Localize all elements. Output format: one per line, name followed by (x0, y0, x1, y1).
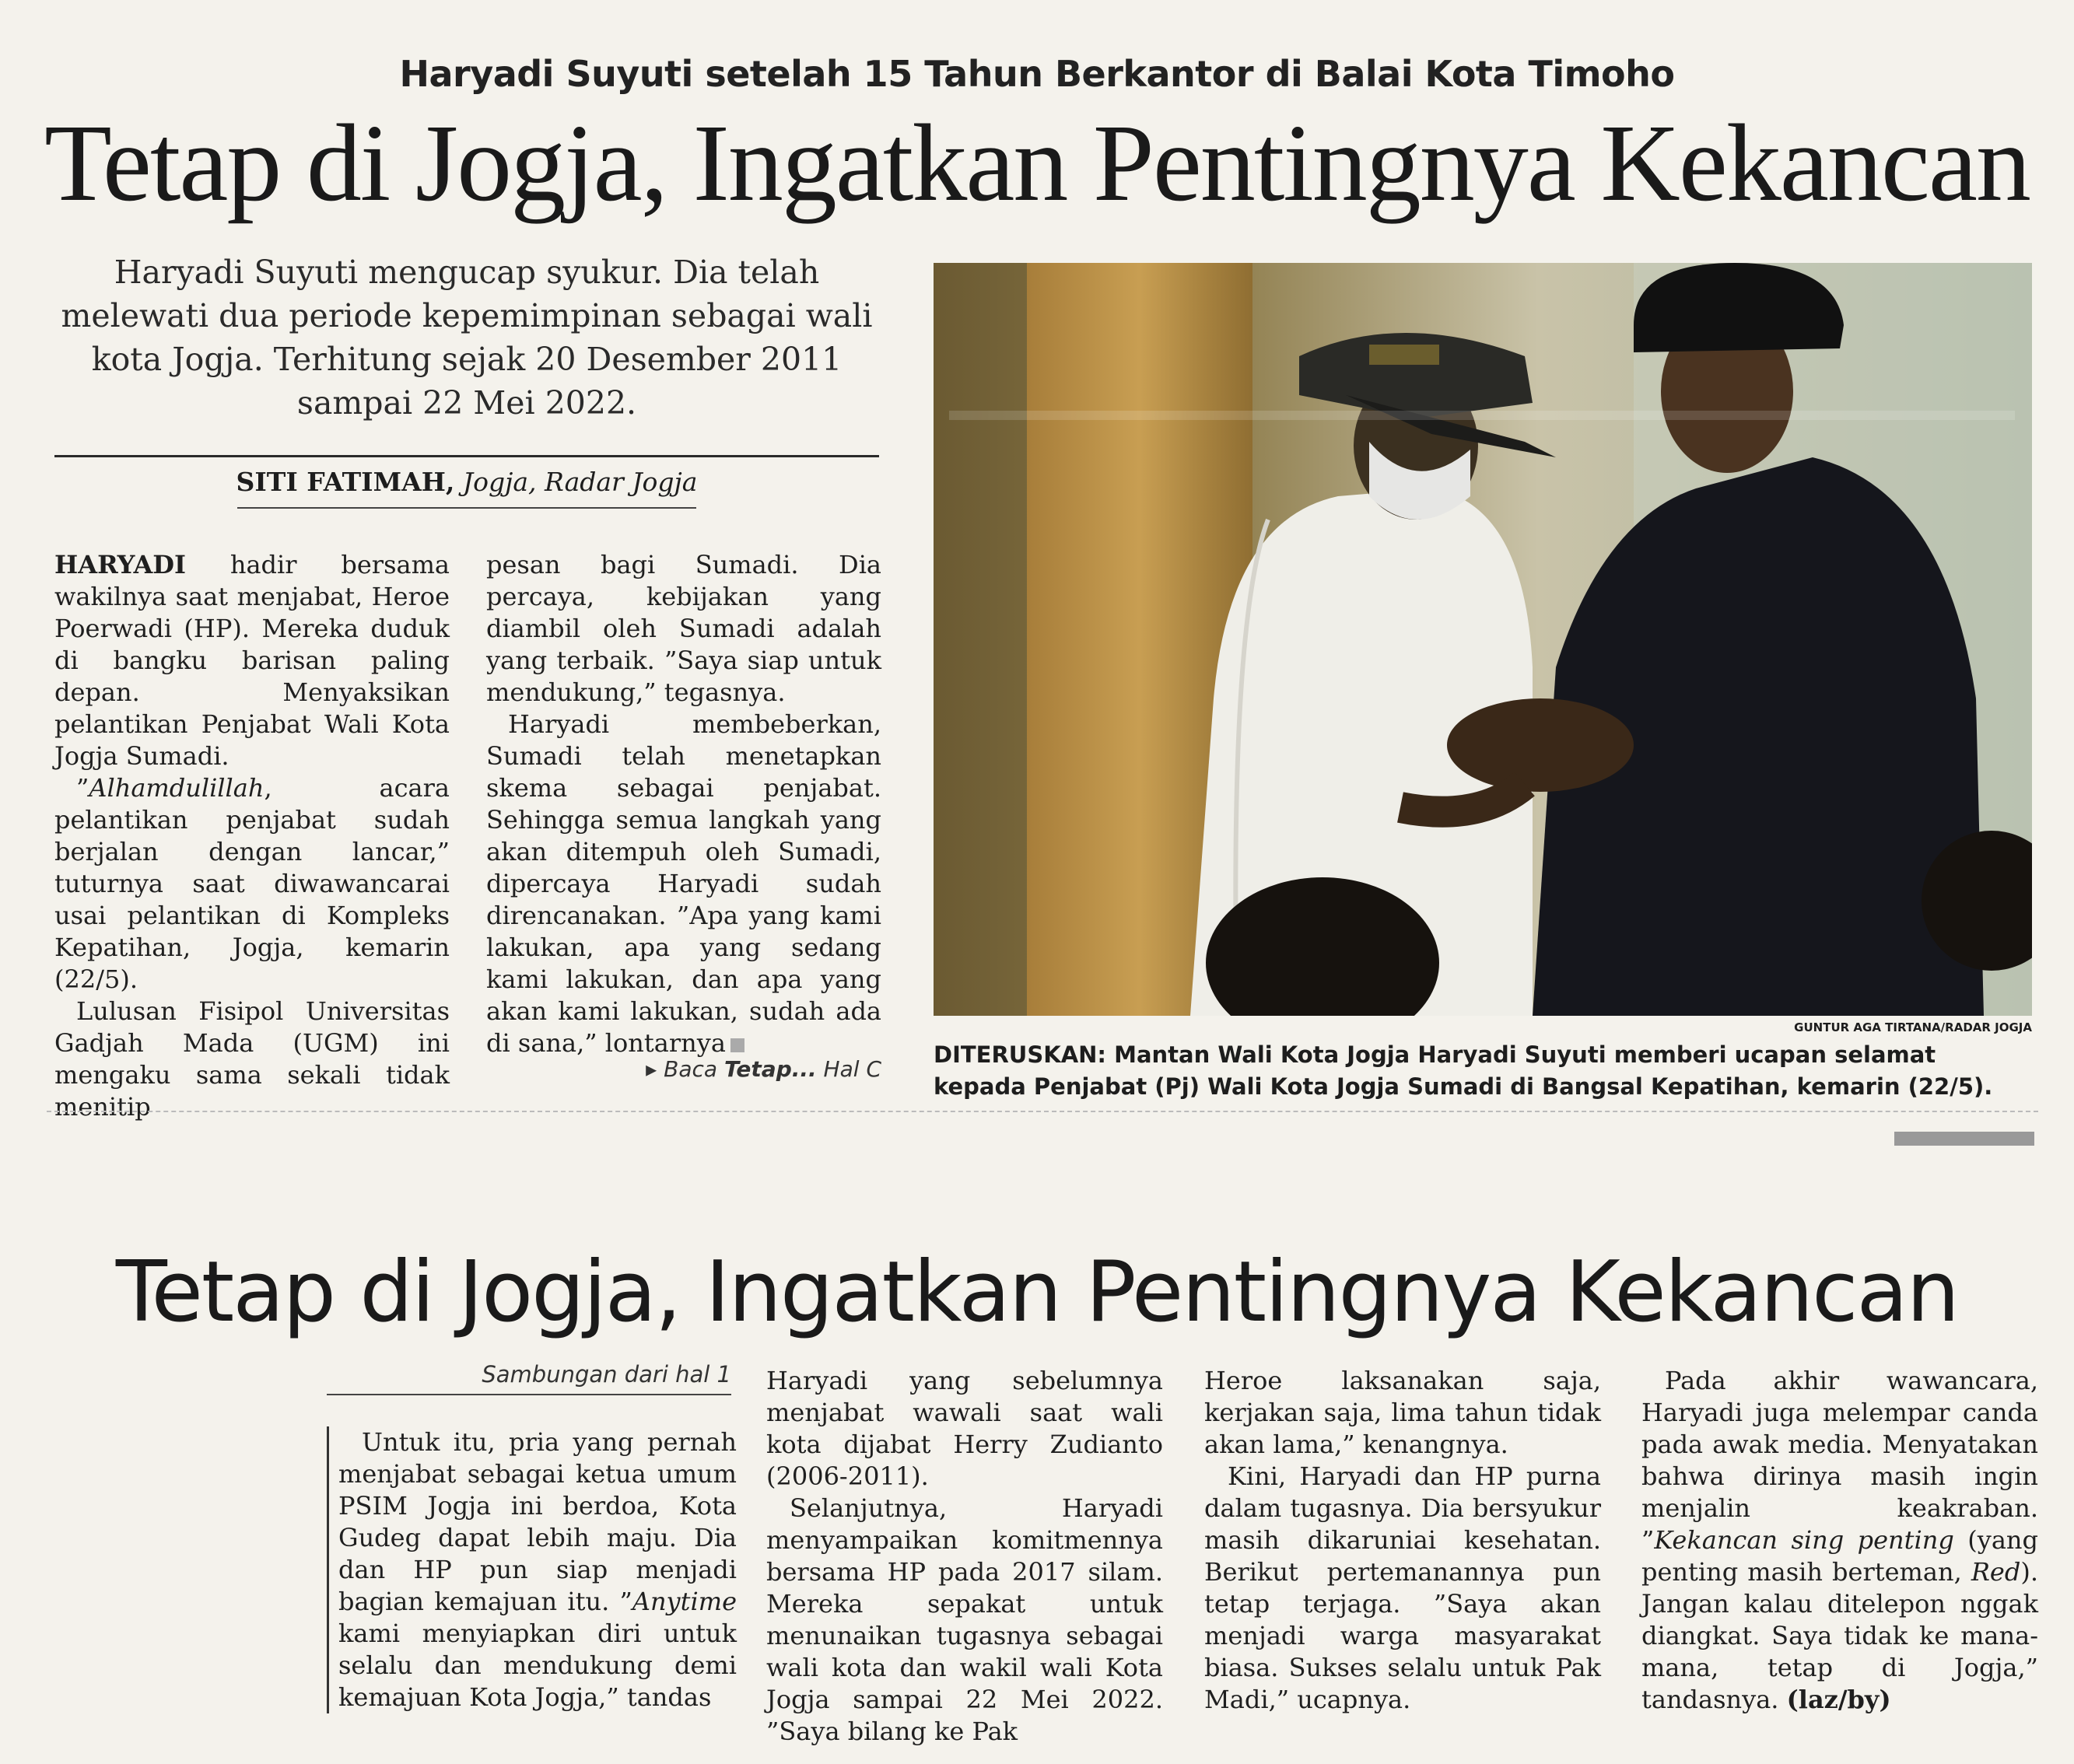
photo-credit: GUNTUR AGA TIRTANA/RADAR JOGJA (1794, 1020, 2032, 1034)
author-initials: (laz/by) (1786, 1685, 1891, 1714)
c3-paragraph-1: Heroe laksanakan saja, kerjakan saja, lima tahun tidak akan lama,” kenangnya. (1204, 1366, 1601, 1459)
c4-paragraph: Pada akhir wawancara, Haryadi juga melempar canda pada awak media. Menyatakan bahwa dirinya masih ingin menjalin keakraban. ”Kekancan sing penting (yang penting masih berteman, Red). Jangan kalau ditelepon nggak diangkat. Saya tidak ke mana-mana, tetap di Jogja,” tandasnya. (laz/by) (1641, 1366, 2038, 1714)
c2-paragraph-1: Haryadi yang sebelumnya menjabat wawali saat wali kota dijabat Herry Zudianto (2006-2011). (766, 1366, 1163, 1491)
c1-paragraph: Untuk itu, pria yang pernah menjabat sebagai ketua umum PSIM Jogja ini berdoa, Kota Gudeg dapat lebih maju. Dia dan HP pun siap menjadi bagian kemajuan itu. ”Anytime kami menyiapkan diri untuk selalu dan mendukung demi kemajuan Kota Jogja,” tandas (338, 1427, 737, 1712)
section-divider (47, 1111, 2038, 1112)
end-mark-icon (730, 1038, 744, 1052)
col2-paragraph-1: pesan bagi Sumadi. Dia percaya, kebijakan yang diambil oleh Sumadi adalah yang terbaik. ”Saya siap untuk mendukung,” tegasnya. (486, 550, 881, 707)
byline-rule (54, 455, 879, 457)
col1-paragraph-2: ”Alhamdulillah, acara pelantikan penjabat sudah berjalan dengan lancar,” tuturnya saat diwawancarai usai pelantikan di Kompleks Kepatihan, Jogja, kemarin (22/5). (54, 773, 450, 994)
news-photo (934, 263, 2032, 1016)
c2-paragraph-2: Selanjutnya, Haryadi menyampaikan komitmennya bersama HP pada 2017 silam. Mereka sepakat untuk menunaikan tugasnya sebagai wali kota dan wakil wali Kota Jogja sampai 22 Mei 2022. ”Saya bilang ke Pak (766, 1493, 1163, 1746)
continued-from: Sambungan dari hal 1 (482, 1361, 731, 1388)
byline (54, 467, 879, 497)
continuation-column-1 (327, 1426, 737, 1713)
arrow-right-icon: ▸ (646, 1056, 664, 1082)
dropword: HARYADI (54, 550, 187, 579)
continued-from-rule (327, 1394, 731, 1395)
col1-paragraph-3: Lulusan Fisipol Universitas Gadjah Mada (UGM) ini mengaku sama sekali tidak menitip (54, 996, 450, 1122)
continuation-column-3 (1204, 1365, 1601, 1716)
continuation-headline: Tetap di Jogja, Ingatkan Pentingnya Kekancan (115, 1244, 1959, 1341)
byline-underline (237, 507, 696, 509)
photo-illustration (934, 263, 2032, 1016)
continuation-column-2 (766, 1365, 1163, 1748)
grey-bar (1894, 1132, 2034, 1146)
headline: Tetap di Jogja, Ingatkan Pentingnya Kekancan (44, 101, 2030, 224)
kicker: Haryadi Suyuti setelah 15 Tahun Berkantor di Balai Kota Timoho (399, 53, 1675, 95)
lead-paragraph: Haryadi Suyuti mengucap syukur. Dia telah melewati dua periode kepemimpinan sebagai wali kota Jogja. Terhitung sejak 20 Desember 2011 sampai 22 Mei 2022. (61, 254, 873, 422)
col1-paragraph-1: HARYADI hadir bersama wakilnya saat menjabat, Heroe Poerwadi (HP). Mereka duduk di bangku barisan paling depan. Menyaksikan pelantikan Penjabat Wali Kota Jogja Sumadi. (54, 550, 450, 771)
continuation-column-4 (1641, 1365, 2038, 1716)
col2-paragraph-2: Haryadi membeberkan, Sumadi telah menetapkan skema sebagai penjabat. Sehingga semua langkah yang akan ditempuh oleh Sumadi, dipercaya Haryadi sudah direncanakan. ”Apa yang kami lakukan, apa yang sedang kami lakukan, dan apa yang akan kami lakukan, sudah ada di sana,” lontarnya (486, 709, 881, 1058)
byline-place: Jogja, Radar Jogja (462, 467, 698, 497)
c3-paragraph-2: Kini, Haryadi dan HP purna dalam tugasnya. Dia bersyukur masih dikaruniai kesehatan. Berikut pertemanannya pun tetap terjaga. ”Saya akan menjadi warga masyarakat biasa. Sukses selalu untuk Pak Madi,” ucapnya. (1204, 1461, 1601, 1714)
photo-caption: DITERUSKAN: Mantan Wali Kota Jogja Haryadi Suyuti memberi ucapan selamat kepada Penjabat (Pj) Wali Kota Jogja Sumadi di Bangsal Kepatihan, kemarin (22/5). (934, 1041, 1993, 1100)
byline-author: SITI FATIMAH, (236, 467, 455, 497)
article-column-1 (54, 549, 450, 1123)
continue-reference: ▸ Baca Tetap... Hal C (646, 1056, 881, 1082)
article-column-2 (486, 549, 881, 1059)
